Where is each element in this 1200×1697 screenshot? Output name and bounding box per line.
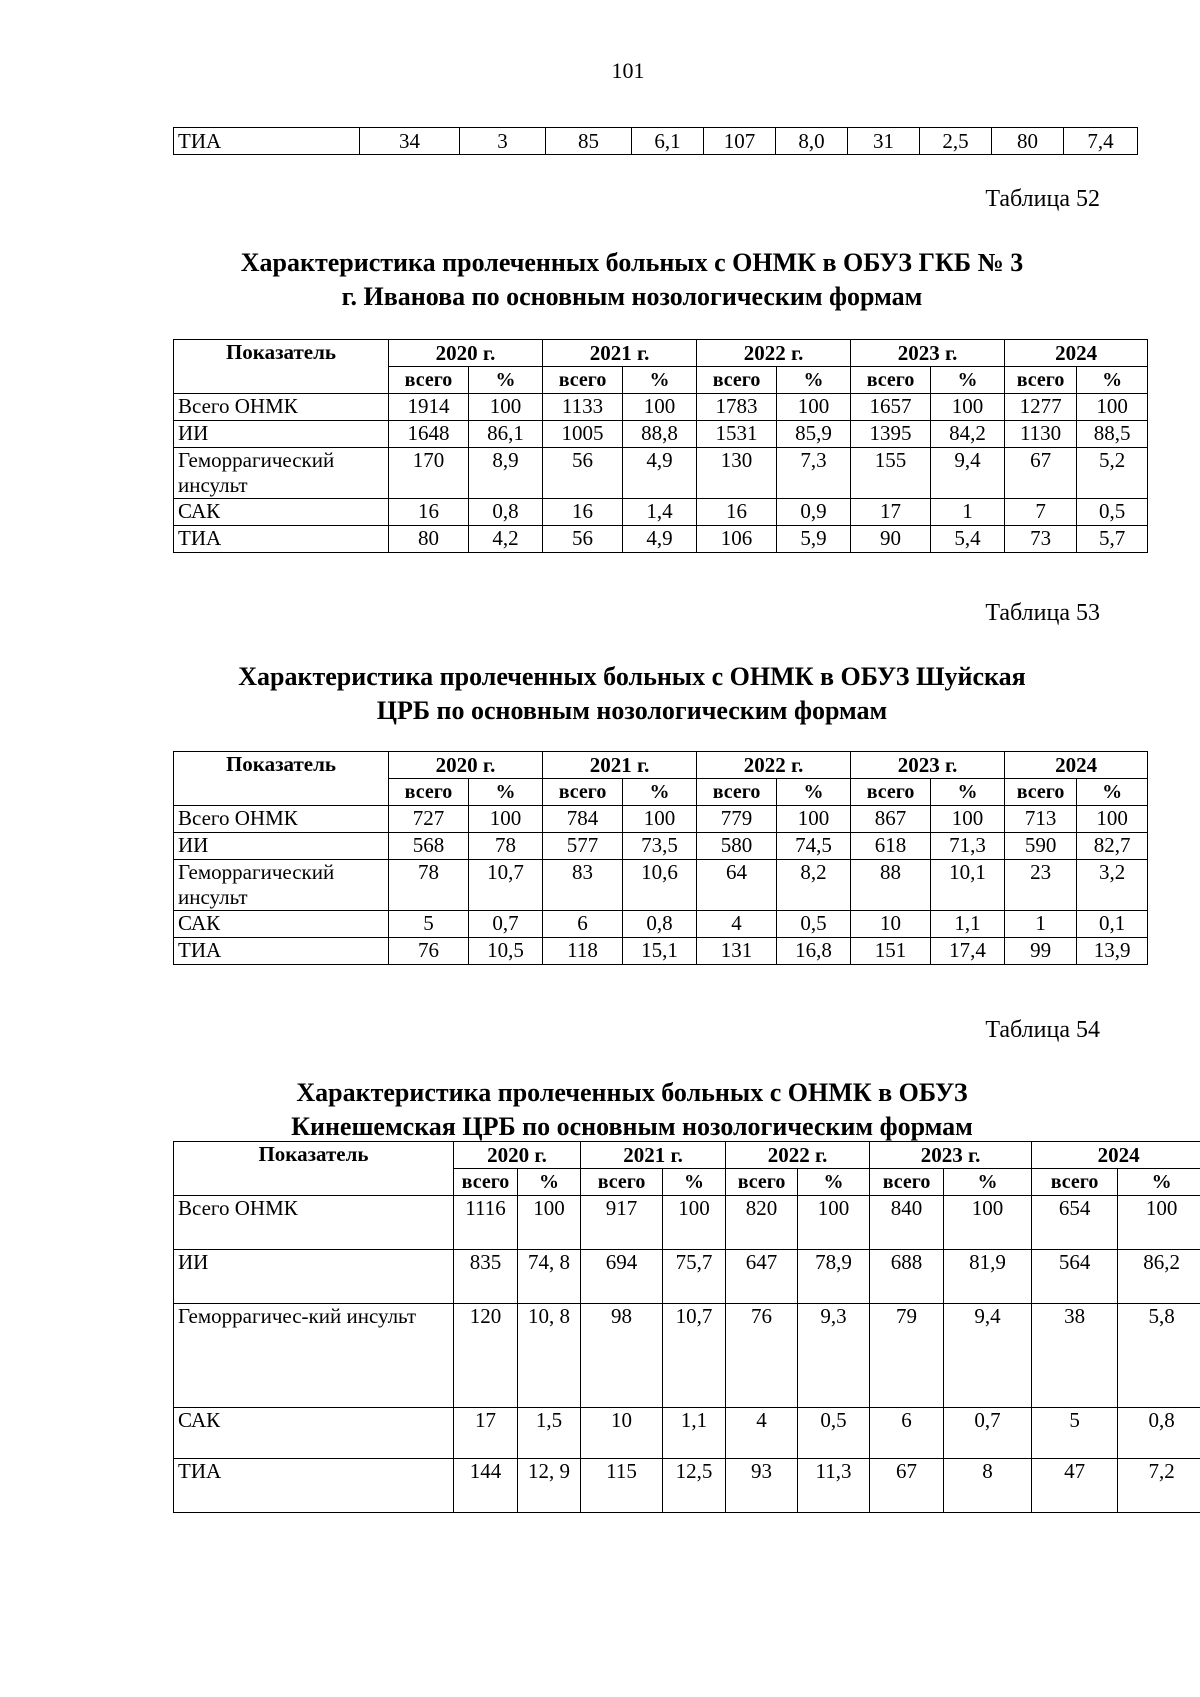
table-cell: 56 xyxy=(543,526,623,553)
year-header: 2023 г. xyxy=(870,1142,1032,1169)
year-header: 2020 г. xyxy=(454,1142,581,1169)
table-cell: 0,8 xyxy=(469,499,543,526)
subheader-percent: % xyxy=(944,1169,1032,1196)
row-label: ТИА xyxy=(174,938,389,965)
table-cell: 17 xyxy=(454,1408,518,1459)
subheader-total: всего xyxy=(870,1169,944,1196)
table-cell: 840 xyxy=(870,1196,944,1250)
table-title-line: Кинешемская ЦРБ по основным нозологическим формам xyxy=(291,1112,973,1141)
table-cell: 80 xyxy=(389,526,469,553)
table-cell: 10,6 xyxy=(623,860,697,911)
table-cell: 6,1 xyxy=(632,128,704,155)
table-cell: 100 xyxy=(798,1196,870,1250)
table-cell: 0,8 xyxy=(1118,1408,1200,1459)
table-cell: 7,2 xyxy=(1118,1459,1200,1513)
table-row xyxy=(174,911,1148,938)
table-cell: 86,1 xyxy=(469,421,543,448)
table-cell: 5,7 xyxy=(1077,526,1148,553)
data-table xyxy=(173,339,1148,553)
year-header: 2024 xyxy=(1005,340,1148,367)
table-cell: 16 xyxy=(543,499,623,526)
table-cell: 75,7 xyxy=(663,1250,726,1304)
table-cell: 1 xyxy=(1005,911,1077,938)
table-cell: 564 xyxy=(1032,1250,1118,1304)
table-cell: 1005 xyxy=(543,421,623,448)
table-cell: 590 xyxy=(1005,833,1077,860)
table-cell: 0,1 xyxy=(1077,911,1148,938)
table-cell: 17 xyxy=(851,499,931,526)
table-cell: 5 xyxy=(1032,1408,1118,1459)
table-row xyxy=(174,1304,1200,1408)
subheader-percent: % xyxy=(931,367,1005,394)
table-row xyxy=(174,128,1138,155)
table-cell: 7,4 xyxy=(1064,128,1138,155)
header-row xyxy=(174,752,1148,779)
table-cell: 12, 9 xyxy=(518,1459,581,1513)
table-cell: 10,1 xyxy=(931,860,1005,911)
subheader-total: всего xyxy=(1032,1169,1118,1196)
continuation-table xyxy=(173,127,1138,155)
table-row xyxy=(174,526,1148,553)
table-cell: 78 xyxy=(389,860,469,911)
table-cell: 7,3 xyxy=(777,448,851,499)
row-label: САК xyxy=(174,1408,454,1459)
subheader-percent: % xyxy=(1077,779,1148,806)
table-cell: 1,4 xyxy=(623,499,697,526)
year-header: 2024 xyxy=(1032,1142,1200,1169)
subheader-percent: % xyxy=(518,1169,581,1196)
table-cell: 10,5 xyxy=(469,938,543,965)
table-row xyxy=(174,1196,1200,1250)
table-cell: 618 xyxy=(851,833,931,860)
table-cell: 2,5 xyxy=(920,128,992,155)
table-cell: 47 xyxy=(1032,1459,1118,1513)
table-cell: 835 xyxy=(454,1250,518,1304)
table-cell: 0,7 xyxy=(944,1408,1032,1459)
table-cell: 100 xyxy=(931,806,1005,833)
year-header: 2020 г. xyxy=(389,752,543,779)
subheader-total: всего xyxy=(543,779,623,806)
table-cell: 568 xyxy=(389,833,469,860)
table-cell: 577 xyxy=(543,833,623,860)
table-cell: 80 xyxy=(992,128,1064,155)
table-cell: 688 xyxy=(870,1250,944,1304)
table-cell: 4 xyxy=(726,1408,798,1459)
table-cell: 74,5 xyxy=(777,833,851,860)
table-cell: 4 xyxy=(697,911,777,938)
table-cell: 100 xyxy=(518,1196,581,1250)
year-header: 2023 г. xyxy=(851,752,1005,779)
table-cell: 5 xyxy=(389,911,469,938)
table-cell: 100 xyxy=(663,1196,726,1250)
row-label: ИИ xyxy=(174,833,389,860)
table-cell: 99 xyxy=(1005,938,1077,965)
row-label: Геморрагический инсульт xyxy=(174,860,389,911)
table-row xyxy=(174,421,1148,448)
subheader-total: всего xyxy=(581,1169,663,1196)
table-cell: 6 xyxy=(870,1408,944,1459)
row-label: САК xyxy=(174,911,389,938)
table-cell: 5,9 xyxy=(777,526,851,553)
table-row xyxy=(174,394,1148,421)
table-cell: 31 xyxy=(848,128,920,155)
table-cell: 107 xyxy=(704,128,776,155)
year-header: 2022 г. xyxy=(697,340,851,367)
data-table xyxy=(173,751,1148,965)
year-header: 2023 г. xyxy=(851,340,1005,367)
table-row xyxy=(174,448,1148,499)
subheader-total: всего xyxy=(389,367,469,394)
table-cell: 917 xyxy=(581,1196,663,1250)
table-cell: 79 xyxy=(870,1304,944,1408)
table-caption: Таблица 54 xyxy=(985,1017,1100,1043)
table-cell: 90 xyxy=(851,526,931,553)
subheader-percent: % xyxy=(623,367,697,394)
subheader-total: всего xyxy=(697,779,777,806)
data-table xyxy=(173,1141,1200,1513)
table-cell: 131 xyxy=(697,938,777,965)
subheader-percent: % xyxy=(469,367,543,394)
table-cell: 85 xyxy=(546,128,632,155)
row-label: Всего ОНМК xyxy=(174,394,389,421)
table-cell: 1 xyxy=(931,499,1005,526)
table-cell: 9,4 xyxy=(931,448,1005,499)
table-cell: 5,4 xyxy=(931,526,1005,553)
subheader-percent: % xyxy=(1118,1169,1200,1196)
table-cell: 86,2 xyxy=(1118,1250,1200,1304)
subheader-percent: % xyxy=(777,779,851,806)
table-cell: 67 xyxy=(870,1459,944,1513)
table-cell: 106 xyxy=(697,526,777,553)
table-cell: 88,5 xyxy=(1077,421,1148,448)
table-cell: 713 xyxy=(1005,806,1077,833)
table-row xyxy=(174,1408,1200,1459)
table-cell: 82,7 xyxy=(1077,833,1148,860)
table-cell: 784 xyxy=(543,806,623,833)
table-cell: 151 xyxy=(851,938,931,965)
table-row xyxy=(174,938,1148,965)
table-cell: 84,2 xyxy=(931,421,1005,448)
table-cell: 10,7 xyxy=(469,860,543,911)
table-cell: 100 xyxy=(623,394,697,421)
subheader-percent: % xyxy=(798,1169,870,1196)
table-cell: 74, 8 xyxy=(518,1250,581,1304)
table-cell: 38 xyxy=(1032,1304,1118,1408)
table-cell: 100 xyxy=(1077,806,1148,833)
table-cell: 1783 xyxy=(697,394,777,421)
table-cell: 56 xyxy=(543,448,623,499)
table-cell: 3,2 xyxy=(1077,860,1148,911)
table-cell: 73,5 xyxy=(623,833,697,860)
table-cell: 654 xyxy=(1032,1196,1118,1250)
table-cell: 4,9 xyxy=(623,448,697,499)
table-cell: 0,8 xyxy=(623,911,697,938)
subheader-total: всего xyxy=(543,367,623,394)
table-row xyxy=(174,833,1148,860)
table-cell: 83 xyxy=(543,860,623,911)
year-header: 2022 г. xyxy=(697,752,851,779)
table-cell: 16 xyxy=(389,499,469,526)
table-cell: 93 xyxy=(726,1459,798,1513)
table-cell: 78 xyxy=(469,833,543,860)
table-cell: 5,2 xyxy=(1077,448,1148,499)
table-cell: 4,9 xyxy=(623,526,697,553)
table-cell: 9,4 xyxy=(944,1304,1032,1408)
row-label: Всего ОНМК xyxy=(174,1196,454,1250)
table-title xyxy=(82,246,1182,314)
year-header: 2021 г. xyxy=(543,752,697,779)
table-cell: 4,2 xyxy=(469,526,543,553)
table-cell: 100 xyxy=(469,806,543,833)
table-cell: 100 xyxy=(623,806,697,833)
table-cell: 155 xyxy=(851,448,931,499)
table-cell: 6 xyxy=(543,911,623,938)
table-cell: 1133 xyxy=(543,394,623,421)
table-cell: 694 xyxy=(581,1250,663,1304)
table-cell: 98 xyxy=(581,1304,663,1408)
table-cell: 100 xyxy=(777,394,851,421)
table-cell: 88 xyxy=(851,860,931,911)
table-cell: 17,4 xyxy=(931,938,1005,965)
header-row xyxy=(174,340,1148,367)
table-cell: 1657 xyxy=(851,394,931,421)
table-title-line: Характеристика пролеченных больных с ОНМК в ОБУЗ xyxy=(296,1078,968,1107)
table-row xyxy=(174,806,1148,833)
table-cell: 23 xyxy=(1005,860,1077,911)
page-number: 101 xyxy=(611,58,645,83)
table-caption: Таблица 53 xyxy=(985,600,1100,626)
row-label: ТИА xyxy=(174,1459,454,1513)
table-cell: 120 xyxy=(454,1304,518,1408)
table-cell: 71,3 xyxy=(931,833,1005,860)
header-row xyxy=(174,1142,1200,1169)
subheader-total: всего xyxy=(726,1169,798,1196)
subheader-percent: % xyxy=(663,1169,726,1196)
table-cell: 67 xyxy=(1005,448,1077,499)
table-cell: 85,9 xyxy=(777,421,851,448)
row-label: Геморрагичес-кий инсульт xyxy=(174,1304,454,1408)
subheader-percent: % xyxy=(1077,367,1148,394)
table-cell: 1,1 xyxy=(931,911,1005,938)
subheader-total: всего xyxy=(1005,367,1077,394)
table-cell: 100 xyxy=(931,394,1005,421)
table-cell: 118 xyxy=(543,938,623,965)
subheader-percent: % xyxy=(623,779,697,806)
table-cell: 100 xyxy=(469,394,543,421)
table-cell: 3 xyxy=(460,128,546,155)
subheader-total: всего xyxy=(454,1169,518,1196)
table-cell: 0,5 xyxy=(1077,499,1148,526)
table-cell: 820 xyxy=(726,1196,798,1250)
table-cell: 10 xyxy=(581,1408,663,1459)
table-row xyxy=(174,1459,1200,1513)
table-row xyxy=(174,1250,1200,1304)
subheader-total: всего xyxy=(851,779,931,806)
table-cell: 1277 xyxy=(1005,394,1077,421)
table-cell: 8,0 xyxy=(776,128,848,155)
table-cell: 1130 xyxy=(1005,421,1077,448)
table-cell: 100 xyxy=(944,1196,1032,1250)
table-cell: 100 xyxy=(777,806,851,833)
table-cell: 64 xyxy=(697,860,777,911)
year-header: 2022 г. xyxy=(726,1142,870,1169)
table-cell: 130 xyxy=(697,448,777,499)
row-label: Всего ОНМК xyxy=(174,806,389,833)
table-cell: 12,5 xyxy=(663,1459,726,1513)
table-cell: 9,3 xyxy=(798,1304,870,1408)
table-cell: 8 xyxy=(944,1459,1032,1513)
table-cell: 1648 xyxy=(389,421,469,448)
row-label: ИИ xyxy=(174,1250,454,1304)
table-cell: 13,9 xyxy=(1077,938,1148,965)
table-row xyxy=(174,860,1148,911)
table-cell: 100 xyxy=(1077,394,1148,421)
table-cell: 580 xyxy=(697,833,777,860)
table-row xyxy=(174,499,1148,526)
table-cell: 16,8 xyxy=(777,938,851,965)
row-label: ИИ xyxy=(174,421,389,448)
table-cell: 779 xyxy=(697,806,777,833)
year-header: 2024 xyxy=(1005,752,1148,779)
table-cell: 1,1 xyxy=(663,1408,726,1459)
column-header-indicator: Показатель xyxy=(174,752,389,806)
table-cell: 8,9 xyxy=(469,448,543,499)
table-caption: Таблица 52 xyxy=(985,186,1100,212)
table-cell: 8,2 xyxy=(777,860,851,911)
table-cell: 0,5 xyxy=(777,911,851,938)
table-title-line: Характеристика пролеченных больных с ОНМК в ОБУЗ Шуйская xyxy=(238,662,1026,691)
subheader-total: всего xyxy=(389,779,469,806)
subheader-total: всего xyxy=(851,367,931,394)
subheader-total: всего xyxy=(1005,779,1077,806)
table-cell: 10 xyxy=(851,911,931,938)
table-cell: 0,9 xyxy=(777,499,851,526)
table-cell: 34 xyxy=(360,128,460,155)
table-cell: 1395 xyxy=(851,421,931,448)
table-cell: 115 xyxy=(581,1459,663,1513)
table-cell: 727 xyxy=(389,806,469,833)
table-cell: 10,7 xyxy=(663,1304,726,1408)
table-cell: 15,1 xyxy=(623,938,697,965)
table-cell: 76 xyxy=(389,938,469,965)
table-cell: 867 xyxy=(851,806,931,833)
table-cell: 1,5 xyxy=(518,1408,581,1459)
table-cell: 73 xyxy=(1005,526,1077,553)
table-cell: 5,8 xyxy=(1118,1304,1200,1408)
column-header-indicator: Показатель xyxy=(174,340,389,394)
subheader-percent: % xyxy=(469,779,543,806)
table-cell: 16 xyxy=(697,499,777,526)
table-title-line: Характеристика пролеченных больных с ОНМК в ОБУЗ ГКБ № 3 xyxy=(240,248,1024,277)
table-title xyxy=(82,660,1182,728)
year-header: 2021 г. xyxy=(581,1142,726,1169)
table-cell: 76 xyxy=(726,1304,798,1408)
column-header-indicator: Показатель xyxy=(174,1142,454,1196)
table-cell: 0,5 xyxy=(798,1408,870,1459)
table-cell: 1531 xyxy=(697,421,777,448)
subheader-percent: % xyxy=(777,367,851,394)
table-cell: 11,3 xyxy=(798,1459,870,1513)
table-cell: 1116 xyxy=(454,1196,518,1250)
table-cell: 7 xyxy=(1005,499,1077,526)
table-cell: 1914 xyxy=(389,394,469,421)
table-cell: 100 xyxy=(1118,1196,1200,1250)
table-cell: 10, 8 xyxy=(518,1304,581,1408)
table-cell: 647 xyxy=(726,1250,798,1304)
table-cell: 0,7 xyxy=(469,911,543,938)
table-cell: 144 xyxy=(454,1459,518,1513)
table-cell: 88,8 xyxy=(623,421,697,448)
table-title-line: г. Иванова по основным нозологическим формам xyxy=(341,282,923,311)
year-header: 2021 г. xyxy=(543,340,697,367)
row-label: ТИА xyxy=(174,526,389,553)
table-title-line: ЦРБ по основным нозологическим формам xyxy=(376,696,888,725)
table-title xyxy=(82,1076,1182,1144)
row-label: ТИА xyxy=(174,128,360,155)
year-header: 2020 г. xyxy=(389,340,543,367)
row-label: Геморрагический инсульт xyxy=(174,448,389,499)
table-cell: 170 xyxy=(389,448,469,499)
subheader-total: всего xyxy=(697,367,777,394)
table-cell: 81,9 xyxy=(944,1250,1032,1304)
row-label: САК xyxy=(174,499,389,526)
table-cell: 78,9 xyxy=(798,1250,870,1304)
subheader-percent: % xyxy=(931,779,1005,806)
